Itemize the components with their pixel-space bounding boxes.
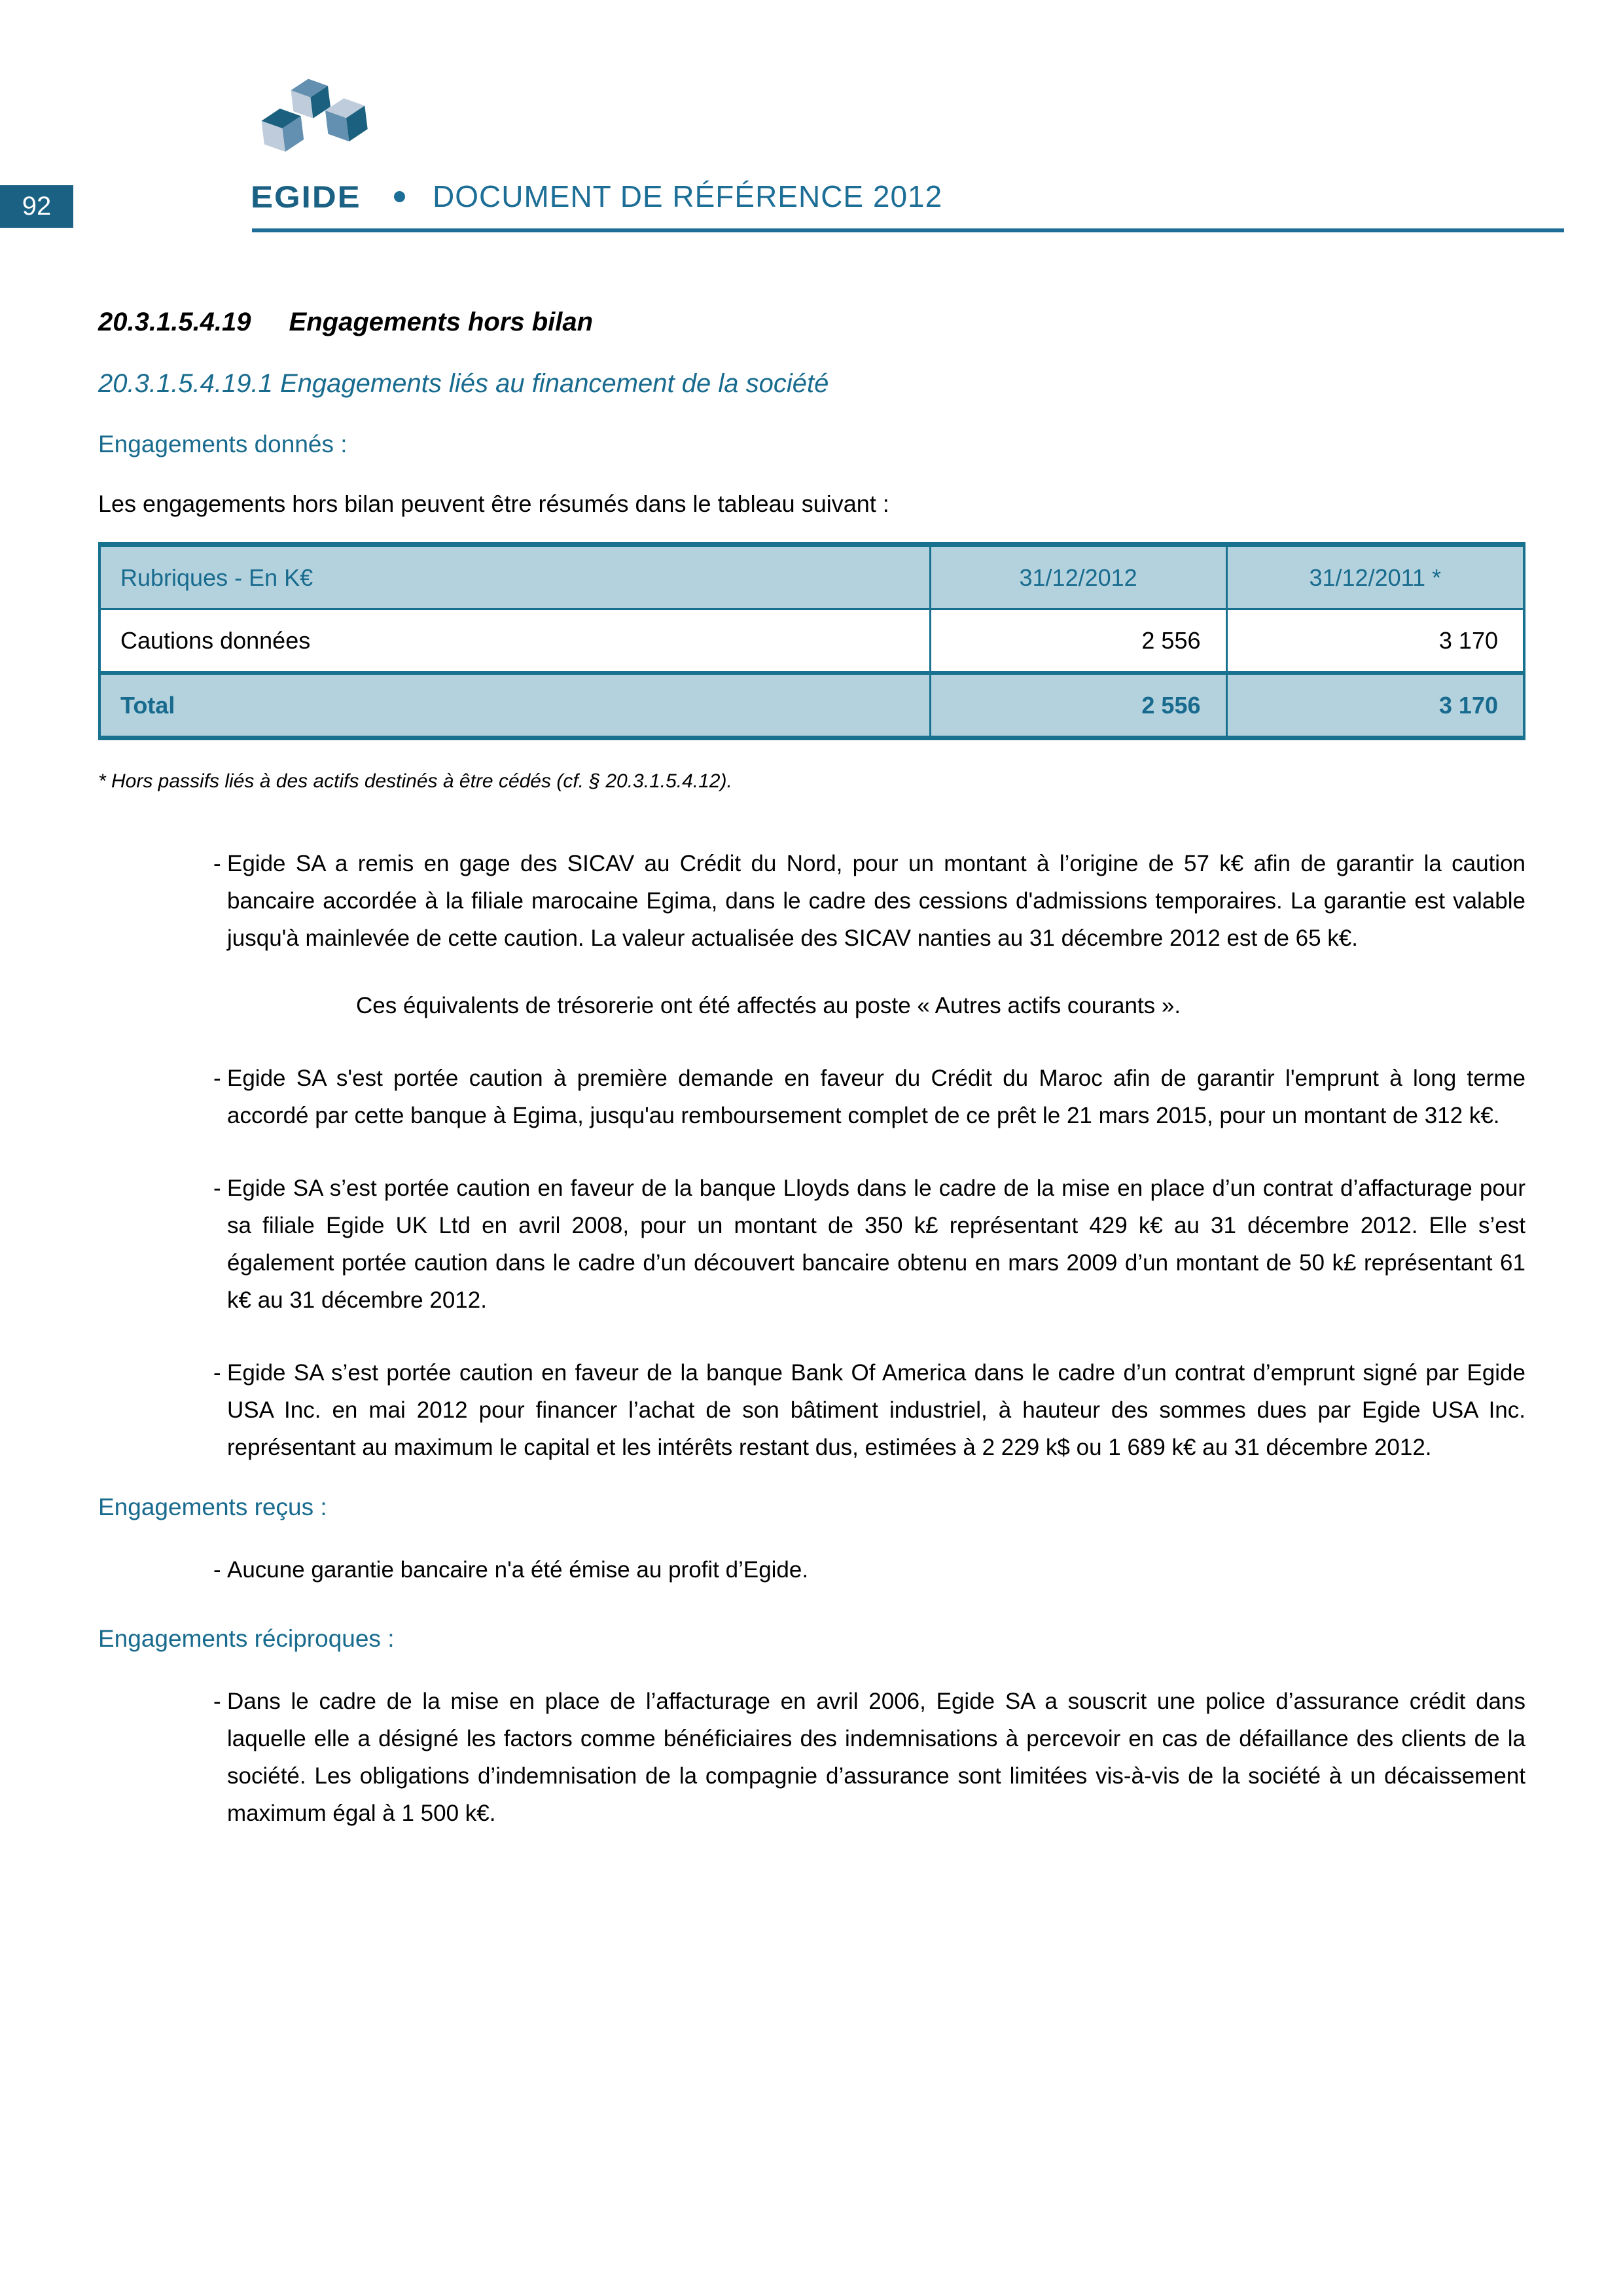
total-label: Total [99,673,930,738]
header-separator-dot-icon [394,191,405,202]
bullet-marker: - [213,1175,221,1201]
bullet-item [98,1170,1525,1319]
intro-text: Les engagements hors bilan peuvent être résumés dans le tableau suivant : [98,490,889,517]
section-number: 20.3.1.5.4.19 [98,308,251,336]
value-2011: 3 170 [1226,609,1524,673]
table-header-row [99,545,1524,609]
bullet-item [98,845,1525,1024]
egide-logo [251,77,382,218]
bullet-item [98,1683,1525,1832]
bullet-text: Egide SA s'est portée caution à première demande en faveur du Crédit du Maroc afin de garantir l'emprunt à long terme accordé par cette banque à Egima, jusqu'au remboursement complet de ce prêt le 21 mars 2015, pour un montant de 312 k€. [227,1066,1525,1128]
header-rule [252,228,1564,232]
bullet-marker: - [213,1066,221,1091]
bullet-list-donnes [98,845,1525,1466]
col-header-2012: 31/12/2012 [930,545,1226,609]
col-header-rubriques: Rubriques - En K€ [99,545,930,609]
bullet-marker: - [213,1557,221,1583]
engagements-recus-label: Engagements reçus : [98,1494,327,1520]
table-footnote: * Hors passifs liés à des actifs destinés à être cédés (cf. § 20.3.1.5.4.12). [98,770,732,792]
section-title: Engagements hors bilan [289,308,594,336]
total-2011: 3 170 [1226,673,1524,738]
engagements-donnes-label: Engagements donnés : [98,431,348,457]
bullet-text: Egide SA s’est portée caution en faveur de la banque Bank Of America dans le cadre d’un contrat d’emprunt signé par Egide USA Inc. en mai 2012 pour financer l’achat de son bâtiment industriel, à hauteur des sommes dues par Egide USA Inc. représentant au maximum le capital et les intérêts restant dus, estimées à 2 229 k$ ou 1 689 k€ au 31 décembre 2012. [227,1360,1525,1460]
logo-cubes-icon [255,77,374,175]
header-title-row [394,179,942,213]
bullet-item [98,1551,1525,1588]
table-total-row [99,673,1524,738]
bullet-item [98,1060,1525,1134]
bullet-marker: - [213,1689,221,1714]
bullet-text: Aucune garantie bancaire n'a été émise au profit d’Egide. [227,1557,809,1583]
note-paragraph: Ces équivalents de trésorerie ont été affectés au poste « Autres actifs courants ». [356,993,1181,1018]
commitments-table [98,542,1525,740]
value-2012: 2 556 [930,609,1226,673]
bullet-text: Egide SA s’est portée caution en faveur de la banque Lloyds dans le cadre de la mise en place d’un contrat d’affacturage pour sa filiale Egide UK Ltd en avril 2008, pour un montant de 350 k£ représentant 429 k€ au 31 décembre 2012. Elle s’est également portée caution dans le cadre d’un découvert bancaire obtenu en mars 2009 d’un montant de 50 k£ représentant 61 k€ au 31 décembre 2012. [227,1175,1525,1313]
main-content [98,306,1525,1832]
table-row-cautions [99,609,1524,673]
bullet-item [98,1354,1525,1466]
page-number-badge [0,185,73,228]
engagements-reciproques-label: Engagements réciproques : [98,1625,395,1652]
page-number: 92 [22,192,52,221]
row-label: Cautions données [99,609,930,673]
bullet-marker: - [213,1360,221,1386]
section-heading [98,306,1525,338]
col-header-2011: 31/12/2011 * [1226,545,1524,609]
document-title: DOCUMENT DE RÉFÉRENCE 2012 [433,179,943,213]
total-2012: 2 556 [930,673,1226,738]
bullet-text: Dans le cadre de la mise en place de l’affacturage en avril 2006, Egide SA a souscrit une police d’assurance crédit dans laquelle elle a désigné les factors comme bénéficiaires des indemnisations à percevoir en cas de défaillance des clients de la société. Les obligations d’indemnisation de la compagnie d’assurance sont limitées vis-à-vis de la société à un décaissement maximum égal à 1 500 k€. [227,1689,1525,1826]
logo-wordmark: EGIDE [251,179,361,215]
bullet-marker: - [213,851,221,876]
subsection-heading: 20.3.1.5.4.19.1 Engagements liés au financement de la société [98,369,829,398]
bullet-text: Egide SA a remis en gage des SICAV au Crédit du Nord, pour un montant à l’origine de 57 k€ afin de garantir la caution bancaire accordée à la filiale marocaine Egima, dans le cadre des cessions d'admissions temporaires. La garantie est valable jusqu'à mainlevée de cette caution. La valeur actualisée des SICAV nanties au 31 décembre 2012 est de 65 k€. [227,851,1525,951]
